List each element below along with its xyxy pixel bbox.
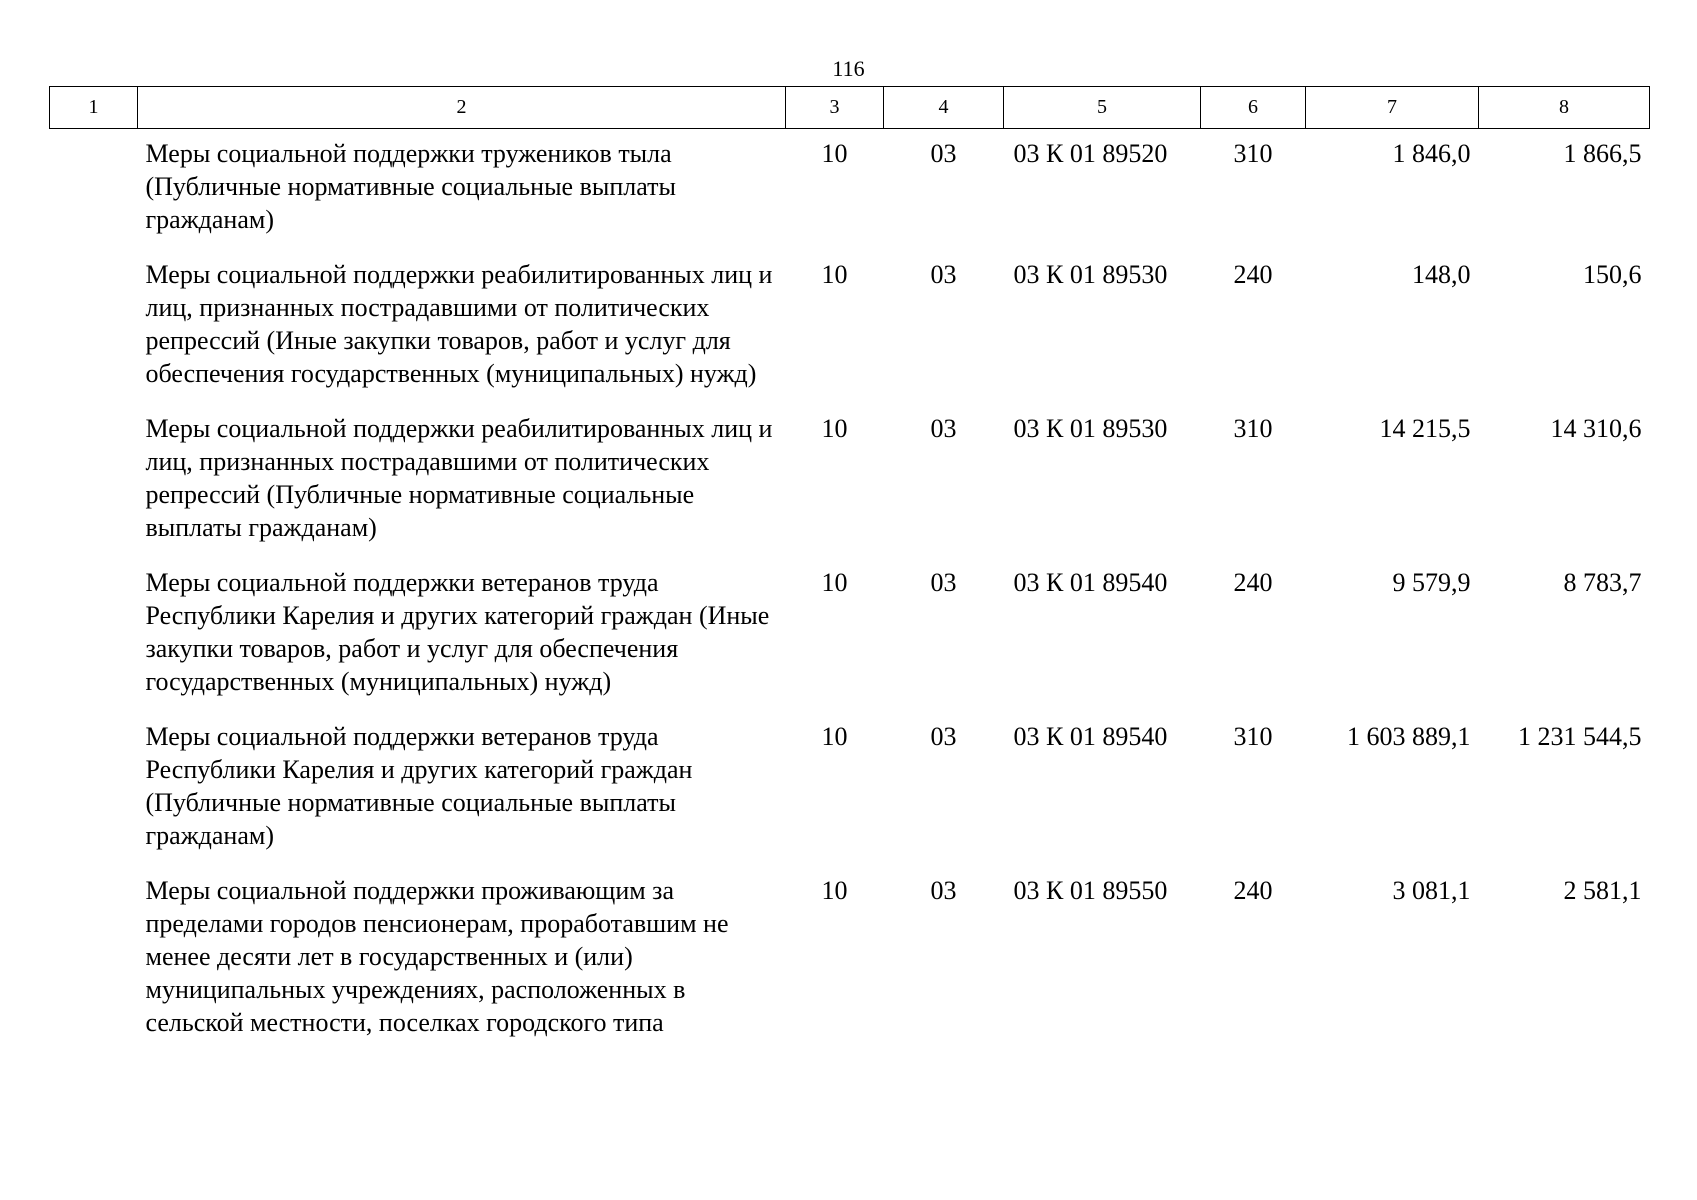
expense-name: Меры социальной поддержки ветеранов труда Республики Карелия и других категорий граждан (Публичные нормативные социальные выплаты гражданам) [145, 722, 693, 850]
amount-column-7: 1 846,0 [1392, 139, 1471, 168]
target-article-code: 03 К 01 89540 [1013, 722, 1168, 751]
table-row [50, 404, 1650, 558]
section-code: 10 [821, 139, 848, 168]
expense-type-code: 240 [1233, 876, 1273, 905]
column-header-4: 4 [884, 87, 1004, 129]
expense-type-code: 310 [1233, 722, 1273, 751]
amount-column-7: 148,0 [1412, 260, 1471, 289]
expense-name: Меры социальной поддержки реабилитированных лиц и лиц, признанных пострадавшими от политических репрессий (Иные закупки товаров, работ и услуг для обеспечения государственных (муниципальных) нужд) [145, 260, 773, 388]
target-article-code: 03 К 01 89540 [1013, 568, 1168, 597]
table-row [50, 866, 1650, 1053]
amount-column-8: 150,6 [1583, 260, 1642, 289]
table-header [50, 87, 1650, 129]
subsection-code: 03 [930, 568, 957, 597]
expense-name: Меры социальной поддержки ветеранов труда Республики Карелия и других категорий граждан (Иные закупки товаров, работ и услуг для обеспечения государственных (муниципальных) нужд) [145, 568, 770, 696]
page-number: 116 [832, 56, 865, 81]
expense-type-code: 240 [1233, 260, 1273, 289]
table-row [50, 558, 1650, 712]
target-article-code: 03 К 01 89520 [1013, 139, 1168, 168]
subsection-code: 03 [930, 722, 957, 751]
budget-table [49, 86, 1650, 1053]
row-number-cell [50, 558, 138, 712]
column-header-8: 8 [1479, 87, 1650, 129]
column-header-1: 1 [50, 87, 138, 129]
target-article-code: 03 К 01 89550 [1013, 876, 1168, 905]
row-number-cell [50, 404, 138, 558]
expense-type-code: 310 [1233, 414, 1273, 443]
expense-name: Меры социальной поддержки тружеников тыла (Публичные нормативные социальные выплаты гражданам) [145, 139, 676, 234]
row-number-cell [50, 250, 138, 404]
subsection-code: 03 [930, 139, 957, 168]
section-code: 10 [821, 568, 848, 597]
header-row [50, 87, 1650, 129]
amount-column-7: 14 215,5 [1379, 414, 1471, 443]
table-body [50, 129, 1650, 1054]
amount-column-8: 2 581,1 [1563, 876, 1642, 905]
row-number-cell [50, 712, 138, 866]
section-code: 10 [821, 260, 848, 289]
amount-column-8: 1 231 544,5 [1518, 722, 1642, 751]
table-row [50, 129, 1650, 251]
target-article-code: 03 К 01 89530 [1013, 260, 1168, 289]
amount-column-7: 3 081,1 [1392, 876, 1471, 905]
table-row [50, 250, 1650, 404]
column-header-3: 3 [786, 87, 884, 129]
column-header-5: 5 [1004, 87, 1201, 129]
amount-column-8: 8 783,7 [1563, 568, 1642, 597]
section-code: 10 [821, 876, 848, 905]
expense-name: Меры социальной поддержки реабилитированных лиц и лиц, признанных пострадавшими от политических репрессий (Публичные нормативные социальные выплаты гражданам) [145, 414, 773, 542]
column-header-7: 7 [1306, 87, 1479, 129]
amount-column-7: 1 603 889,1 [1347, 722, 1471, 751]
row-number-cell [50, 866, 138, 1053]
subsection-code: 03 [930, 414, 957, 443]
amount-column-8: 1 866,5 [1563, 139, 1642, 168]
expense-type-code: 310 [1233, 139, 1273, 168]
expense-type-code: 240 [1233, 568, 1273, 597]
column-header-2: 2 [138, 87, 786, 129]
table-row [50, 712, 1650, 866]
column-header-6: 6 [1201, 87, 1306, 129]
expense-name: Меры социальной поддержки проживающим за пределами городов пенсионерам, проработавшим не менее десяти лет в государственных и (или) муниципальных учреждениях, расположенных в сельской местности, поселках городского типа [145, 876, 729, 1037]
subsection-code: 03 [930, 876, 957, 905]
row-number-cell [50, 129, 138, 251]
section-code: 10 [821, 414, 848, 443]
subsection-code: 03 [930, 260, 957, 289]
amount-column-8: 14 310,6 [1550, 414, 1642, 443]
amount-column-7: 9 579,9 [1392, 568, 1471, 597]
target-article-code: 03 К 01 89530 [1013, 414, 1168, 443]
section-code: 10 [821, 722, 848, 751]
